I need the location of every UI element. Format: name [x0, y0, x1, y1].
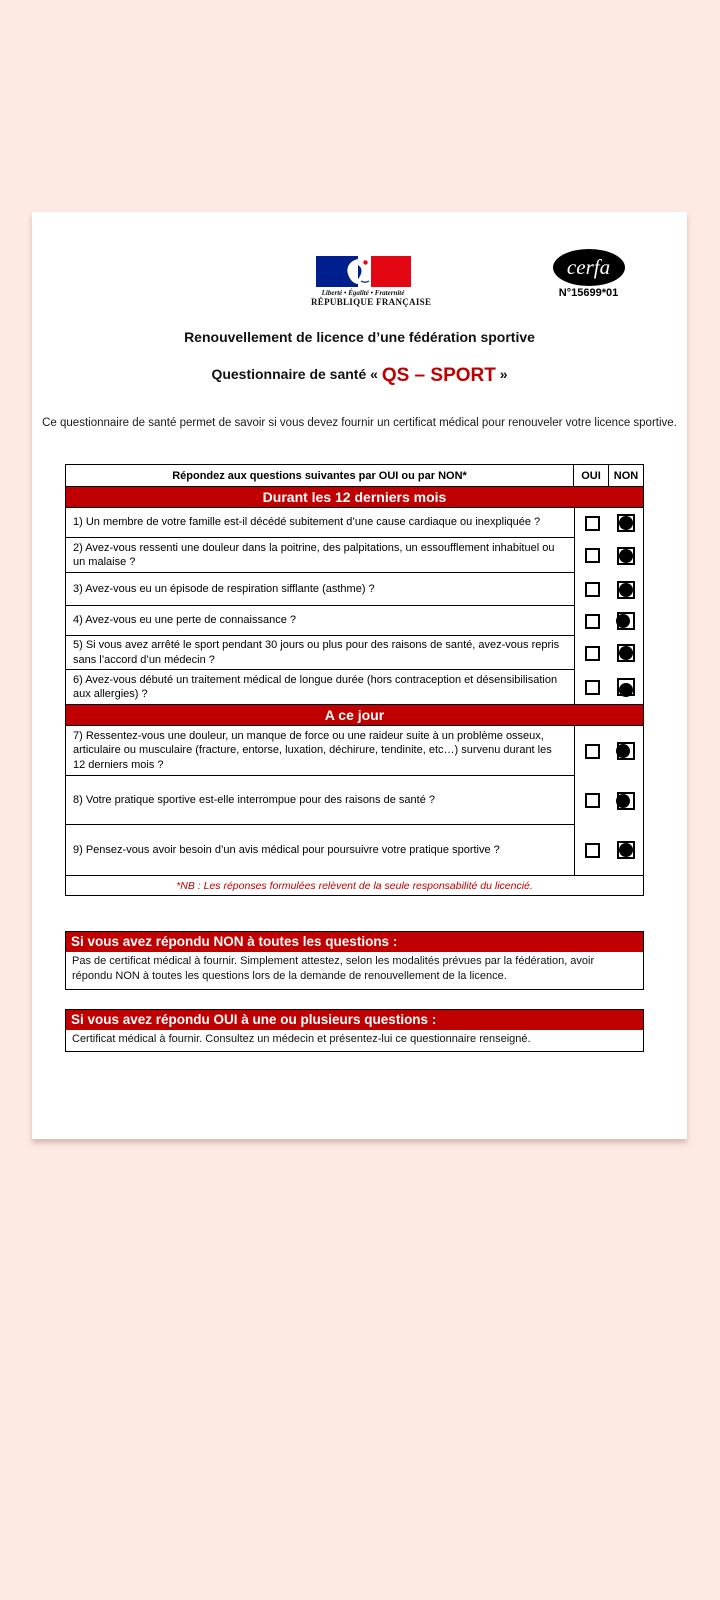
checkbox-oui[interactable] [585, 548, 600, 563]
answer-cell [574, 508, 643, 538]
question-row [66, 508, 643, 538]
question-text: 3) Avez-vous eu un épisode de respiration sifflante (asthme) ? [66, 573, 574, 606]
result-box-oui-body: Certificat médical à fournir. Consultez un médecin et présentez-lui ce questionnaire renseigné. [72, 1033, 531, 1045]
cerfa-logo-icon [553, 249, 625, 286]
question-row [66, 726, 643, 776]
answer-slot-non [609, 581, 643, 599]
question-text: 2) Avez-vous ressenti une douleur dans la poitrine, des palpitations, un essoufflement inhabituel ou un malaise ? [66, 538, 574, 573]
subtitle-highlight: QS – SPORT [381, 365, 496, 386]
cerfa-logo-text: cerfa [566, 255, 611, 279]
question-text: 9) Pensez-vous avoir besoin d’un avis médical pour poursuivre votre pratique sportive ? [73, 843, 500, 856]
section-banner: Durant les 12 derniers mois [66, 486, 643, 508]
checkbox-oui[interactable] [585, 516, 600, 531]
answer-slot-oui [575, 680, 609, 695]
french-flag-marianne-icon [316, 256, 411, 287]
question-row [66, 825, 643, 875]
answer-slot-non [609, 678, 643, 696]
header-oui-label: OUI [573, 465, 608, 486]
question-row [66, 573, 643, 606]
question-row [66, 606, 643, 636]
question-text: 4) Avez-vous eu une perte de connaissance ? [66, 606, 574, 636]
answer-cell [574, 776, 643, 825]
answer-cell [574, 726, 643, 776]
answer-slot-oui [575, 744, 609, 759]
question-text: 1) Un membre de votre famille est-il décédé subitement d’une cause cardiaque ou inexpliquée ? [66, 508, 574, 538]
question-row [66, 636, 643, 670]
answer-slot-oui [575, 516, 609, 531]
answer-cell [574, 825, 643, 875]
question-row [66, 776, 643, 825]
result-box-non-title: Si vous avez répondu NON à toutes les questions : [66, 932, 643, 952]
answer-cell [574, 606, 643, 636]
result-box-non-body: Pas de certificat médical à fournir. Simplement attestez, selon les modalités prévues par la fédération, avoir répondu NON à toutes les questions lors de la demande de renouvellement de la licence. [72, 955, 595, 983]
answer-slot-non [609, 514, 643, 532]
section-banner: A ce jour [66, 704, 643, 726]
result-box-oui [65, 1009, 644, 1052]
checkbox-oui[interactable] [585, 614, 600, 629]
question-text: 6) Avez-vous débuté un traitement médical de longue durée (hors contraception et désensibilisation aux allergies) ? [73, 673, 558, 700]
answer-slot-non [609, 792, 643, 810]
form-title: Renouvellement de licence d’une fédération sportive [184, 329, 535, 345]
intro-text: Ce questionnaire de santé permet de savoir si vous devez fournir un certificat médical pour renouveler votre licence sportive. [42, 417, 677, 429]
answer-slot-non [609, 841, 643, 859]
question-text: 8) Votre pratique sportive est-elle interrompue pour des raisons de santé ? [66, 776, 574, 825]
header-question-label: Répondez aux questions suivantes par OUI ou par NON* [172, 469, 467, 482]
question-text: 5) Si vous avez arrêté le sport pendant 30 jours ou plus pour des raisons de santé, avez-vous repris sans l’accord d’un médecin ? [66, 636, 574, 670]
table-body [66, 486, 643, 875]
cerfa-number: N°15699*01 [558, 287, 619, 299]
header-non-label: NON [608, 465, 643, 486]
checkbox-non[interactable] [617, 612, 635, 630]
checkbox-non[interactable] [617, 841, 635, 859]
question-row [66, 670, 643, 704]
republique-text: RÉPUBLIQUE FRANÇAISE [311, 297, 432, 307]
cerfa-logo-block [551, 249, 626, 299]
subtitle-suffix: » [495, 366, 508, 382]
form-page [32, 212, 687, 1139]
checkbox-non[interactable] [617, 581, 635, 599]
answer-cell [574, 636, 643, 670]
answer-slot-oui [575, 793, 609, 808]
answer-slot-non [609, 547, 643, 565]
checkbox-non[interactable] [617, 742, 635, 760]
answer-slot-non [609, 742, 643, 760]
answer-slot-non [609, 612, 643, 630]
result-box-oui-title: Si vous avez répondu OUI à une ou plusieurs questions : [66, 1010, 643, 1030]
checkbox-non[interactable] [617, 678, 635, 696]
answer-cell [574, 573, 643, 606]
answer-slot-non [609, 644, 643, 662]
checkbox-oui[interactable] [585, 646, 600, 661]
checkbox-oui[interactable] [585, 582, 600, 597]
answer-slot-oui [575, 843, 609, 858]
question-text: 7) Ressentez-vous une douleur, un manque de force ou une raideur suite à un problème osseux, articulaire ou musculaire (fracture, entorse, luxation, déchirure, tendinite, etc…) survenu durant les 12 derniers mois ? [66, 726, 574, 776]
table-footnote: *NB : Les réponses formulées relèvent de la seule responsabilité du licencié. [66, 875, 643, 895]
answer-cell [574, 538, 643, 573]
questions-table [65, 464, 644, 896]
answer-slot-oui [575, 582, 609, 597]
answer-slot-oui [575, 548, 609, 563]
checkbox-oui[interactable] [585, 793, 600, 808]
checkbox-oui[interactable] [585, 843, 600, 858]
form-subtitle [32, 365, 687, 387]
answer-slot-oui [575, 646, 609, 661]
checkbox-oui[interactable] [585, 680, 600, 695]
checkbox-non[interactable] [617, 792, 635, 810]
checkbox-oui[interactable] [585, 744, 600, 759]
checkbox-non[interactable] [617, 514, 635, 532]
checkbox-non[interactable] [617, 644, 635, 662]
table-header-row [66, 465, 643, 486]
subtitle-prefix: Questionnaire de santé « [211, 366, 382, 382]
question-row [66, 538, 643, 573]
motto-text: Liberté • Égalité • Fraternité [321, 289, 405, 297]
republique-francaise-logo [311, 256, 432, 307]
result-box-non [65, 931, 644, 990]
answer-cell [574, 670, 643, 704]
checkbox-non[interactable] [617, 547, 635, 565]
answer-slot-oui [575, 614, 609, 629]
